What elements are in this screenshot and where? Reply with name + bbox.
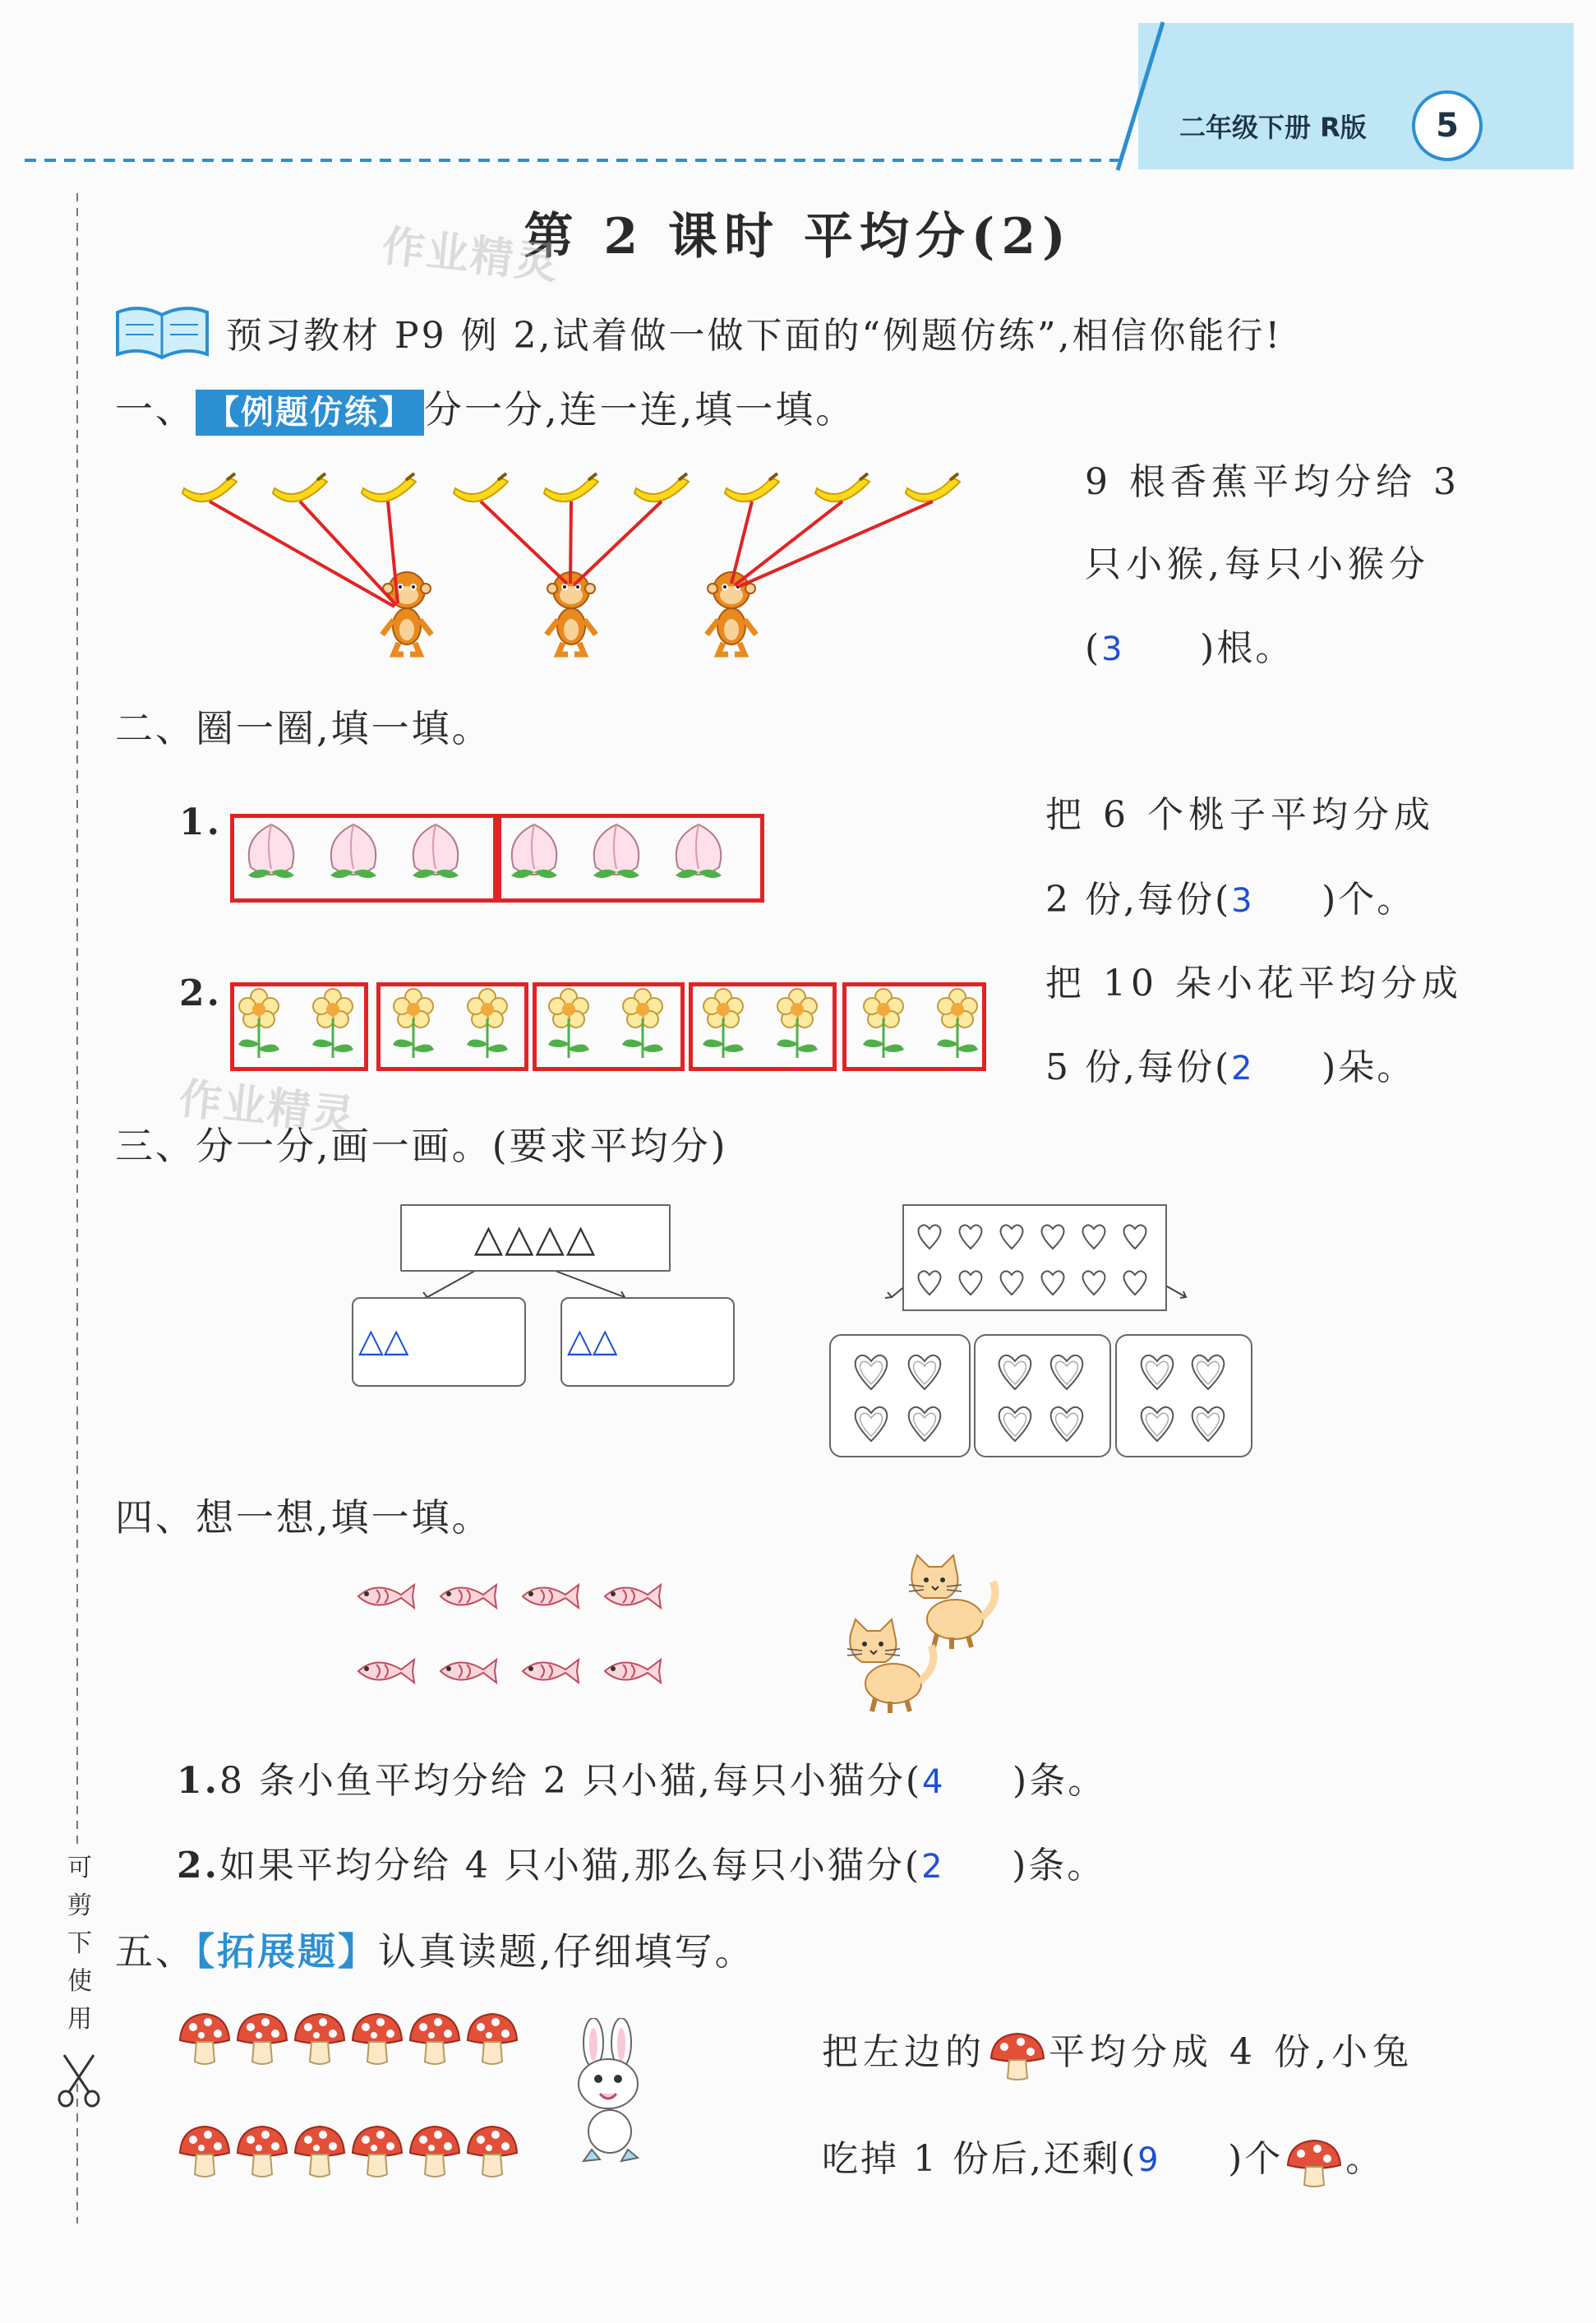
section-2-title: 二、圈一圈,填一填。 [115, 706, 492, 750]
mushroom-inline-icon-2 [1283, 2139, 1345, 2185]
flower-group-5 [842, 982, 986, 1071]
peach-group-1 [230, 814, 497, 903]
fish-figure [349, 1570, 678, 1702]
triangles-left-answer: △△ [358, 1322, 409, 1360]
s4-answer-1: 4 [922, 1763, 946, 1801]
triangles-top: △△△△ [473, 1216, 597, 1260]
section-3-title: 三、分一分,画一画。(要求平均分) [115, 1124, 728, 1168]
s2-item1-number: 1. [179, 801, 222, 843]
s4-question-2: 2.如果平均分给 4 只小猫,那么每只小猫分(2 )条。 [177, 1845, 1106, 1887]
s5-line1: 把左边的 平均分成 4 份,小兔 [822, 2022, 1414, 2078]
flower-group-1 [230, 982, 368, 1071]
s2-item2-number: 2. [179, 972, 222, 1014]
preview-text: 预习教材 P9 例 2,试着做一做下面的“例题仿练”,相信你能行! [226, 315, 1283, 357]
triangle-box-right [560, 1297, 735, 1387]
flower-group-3 [533, 982, 685, 1071]
triangle-box-left [352, 1297, 526, 1387]
section-4-title: 四、想一想,填一填。 [115, 1495, 492, 1540]
mushrooms-figure [173, 1997, 534, 2203]
flower-group-2 [376, 982, 528, 1071]
rabbit-figure [559, 2018, 666, 2166]
cats-figure [830, 1545, 1019, 1722]
s2-item1-line1: 把 6 个桃子平均分成 [1045, 794, 1435, 836]
watermark: 作业精灵 [379, 221, 561, 290]
s4-question-1: 1.8 条小鱼平均分给 2 只小猫,每只小猫分(4 )条。 [177, 1760, 1107, 1802]
s2-item2-line1: 把 10 朵小花平均分成 [1045, 963, 1463, 1004]
s2-item1-answer: 3 [1231, 882, 1255, 920]
hearts-top-box [902, 1204, 1167, 1313]
s5-line2: 吃掉 1 份后,还剩(9 )个 。 [822, 2129, 1384, 2185]
flower-group-4 [689, 982, 837, 1071]
s2-item2-answer: 2 [1231, 1050, 1255, 1088]
s1-question-line2: 只小猴,每只小猴分 [1085, 543, 1430, 585]
page-title: 第 2 课时 平均分(2) [524, 208, 1072, 266]
s5-answer: 9 [1137, 2141, 1161, 2179]
header-slant-line [1093, 18, 1167, 174]
hearts-answer-boxes [828, 1333, 1256, 1461]
s4-answer-2: 2 [921, 1848, 945, 1886]
tag-example: 【例题仿练】 [196, 390, 424, 436]
open-book-icon [111, 300, 214, 366]
watermark-2: 作业精灵 [176, 1074, 358, 1143]
section-1-title: 一、 【例题仿练】 分一分,连一连,填一填。 [115, 380, 856, 436]
cut-note: 可 剪 下 使 用 [67, 1854, 92, 2034]
header-dashed-line [25, 152, 1126, 165]
mushroom-inline-icon [986, 2032, 1049, 2078]
triangles-right-answer: △△ [567, 1322, 618, 1360]
peach-group-2 [497, 814, 764, 903]
section-5-title: 五、【拓展题】认真读题,仔细填写。 [115, 1929, 755, 1974]
s1-answer: 3 [1101, 630, 1125, 668]
page-number: 5 [1412, 90, 1483, 161]
tag-extension: 【拓展题】 [196, 1929, 378, 1974]
header-band [1138, 23, 1574, 169]
s1-answer-line: (3 )根。 [1085, 627, 1294, 669]
banana-monkey-figure [173, 460, 1003, 666]
scissors-icon [54, 2051, 104, 2108]
s2-item1-line2: 2 份,每份(3 )个。 [1045, 879, 1416, 921]
triangle-top-box [400, 1204, 671, 1272]
s1-question-line1: 9 根香蕉平均分给 3 [1085, 461, 1461, 503]
book-label: 二年级下册 R版 [1179, 112, 1367, 143]
s2-item2-line2: 5 份,每份(2 )朵。 [1045, 1046, 1416, 1088]
